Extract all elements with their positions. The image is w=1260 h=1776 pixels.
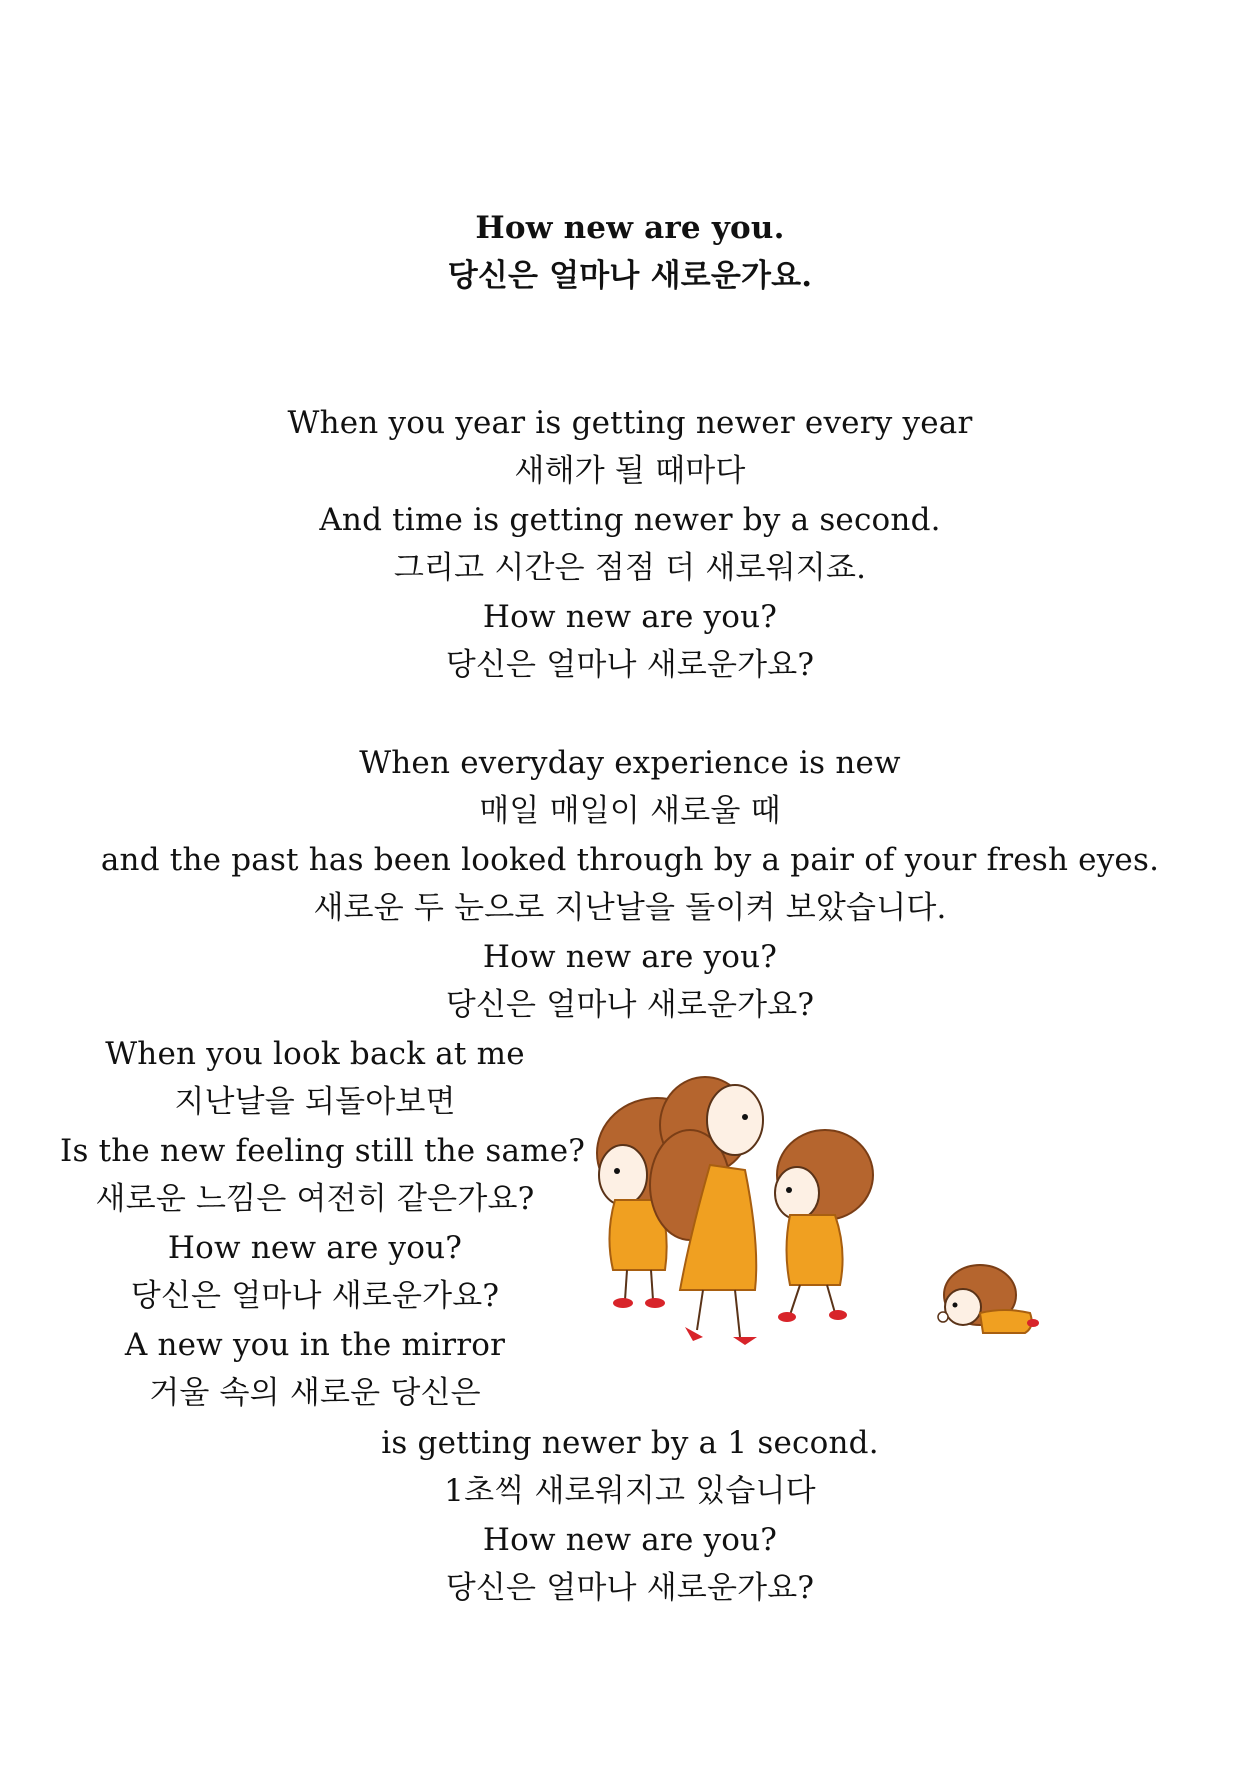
stanza3-line-3: Is the new feeling still the same? [60,1133,586,1169]
mother-figure [650,1077,763,1345]
stanza3-end-line-2: 1초씩 새로워지고 있습니다 [444,1473,816,1509]
stanza2-line-2: 매일 매일이 새로울 때 [479,793,781,829]
stanza2-line-4: 새로운 두 눈으로 지난날을 돌이켜 보았습니다. [313,890,947,926]
family-walking-illustration [585,1075,1055,1360]
stanza3-line-1: When you look back at me [105,1036,525,1072]
stanza1-line-4: 그리고 시간은 점점 더 새로워지죠. [393,550,867,586]
stanza3-end-line-1: is getting newer by a 1 second. [381,1425,879,1461]
poem-title-en: How new are you. [475,210,785,246]
stanza3-line-2: 지난날을 되돌아보면 [174,1084,456,1120]
stanza1-line-3: And time is getting newer by a second. [319,502,941,538]
stanza3-line-5: How new are you? [167,1230,463,1266]
child-figure-right [775,1130,873,1322]
stanza3-line-6: 당신은 얼마나 새로운가요? [130,1278,500,1314]
stanza2-line-1: When everyday experience is new [359,745,901,781]
stanza2-line-3: and the past has been looked through by a pair of your fresh eyes. [100,842,1160,878]
stanza1-line-6: 당신은 얼마나 새로운가요? [445,647,815,683]
stanza3-line-8: 거울 속의 새로운 당신은 [149,1375,481,1411]
stanza3-line-4: 새로운 느낌은 여전히 같은가요? [95,1181,535,1217]
stanza3-end-line-3: How new are you? [482,1522,778,1558]
stanza2-line-6: 당신은 얼마나 새로운가요? [445,987,815,1023]
poem-title-ko: 당신은 얼마나 새로운가요. [447,258,813,294]
stanza1-line-1: When you year is getting newer every year [287,405,973,441]
stanza1-line-5: How new are you? [482,599,778,635]
stanza1-line-2: 새해가 될 때마다 [514,453,746,489]
stanza3-end-line-4: 당신은 얼마나 새로운가요? [445,1570,815,1606]
baby-figure [938,1265,1039,1333]
stanza2-line-5: How new are you? [482,939,778,975]
stanza3-line-7: A new you in the mirror [124,1327,506,1363]
